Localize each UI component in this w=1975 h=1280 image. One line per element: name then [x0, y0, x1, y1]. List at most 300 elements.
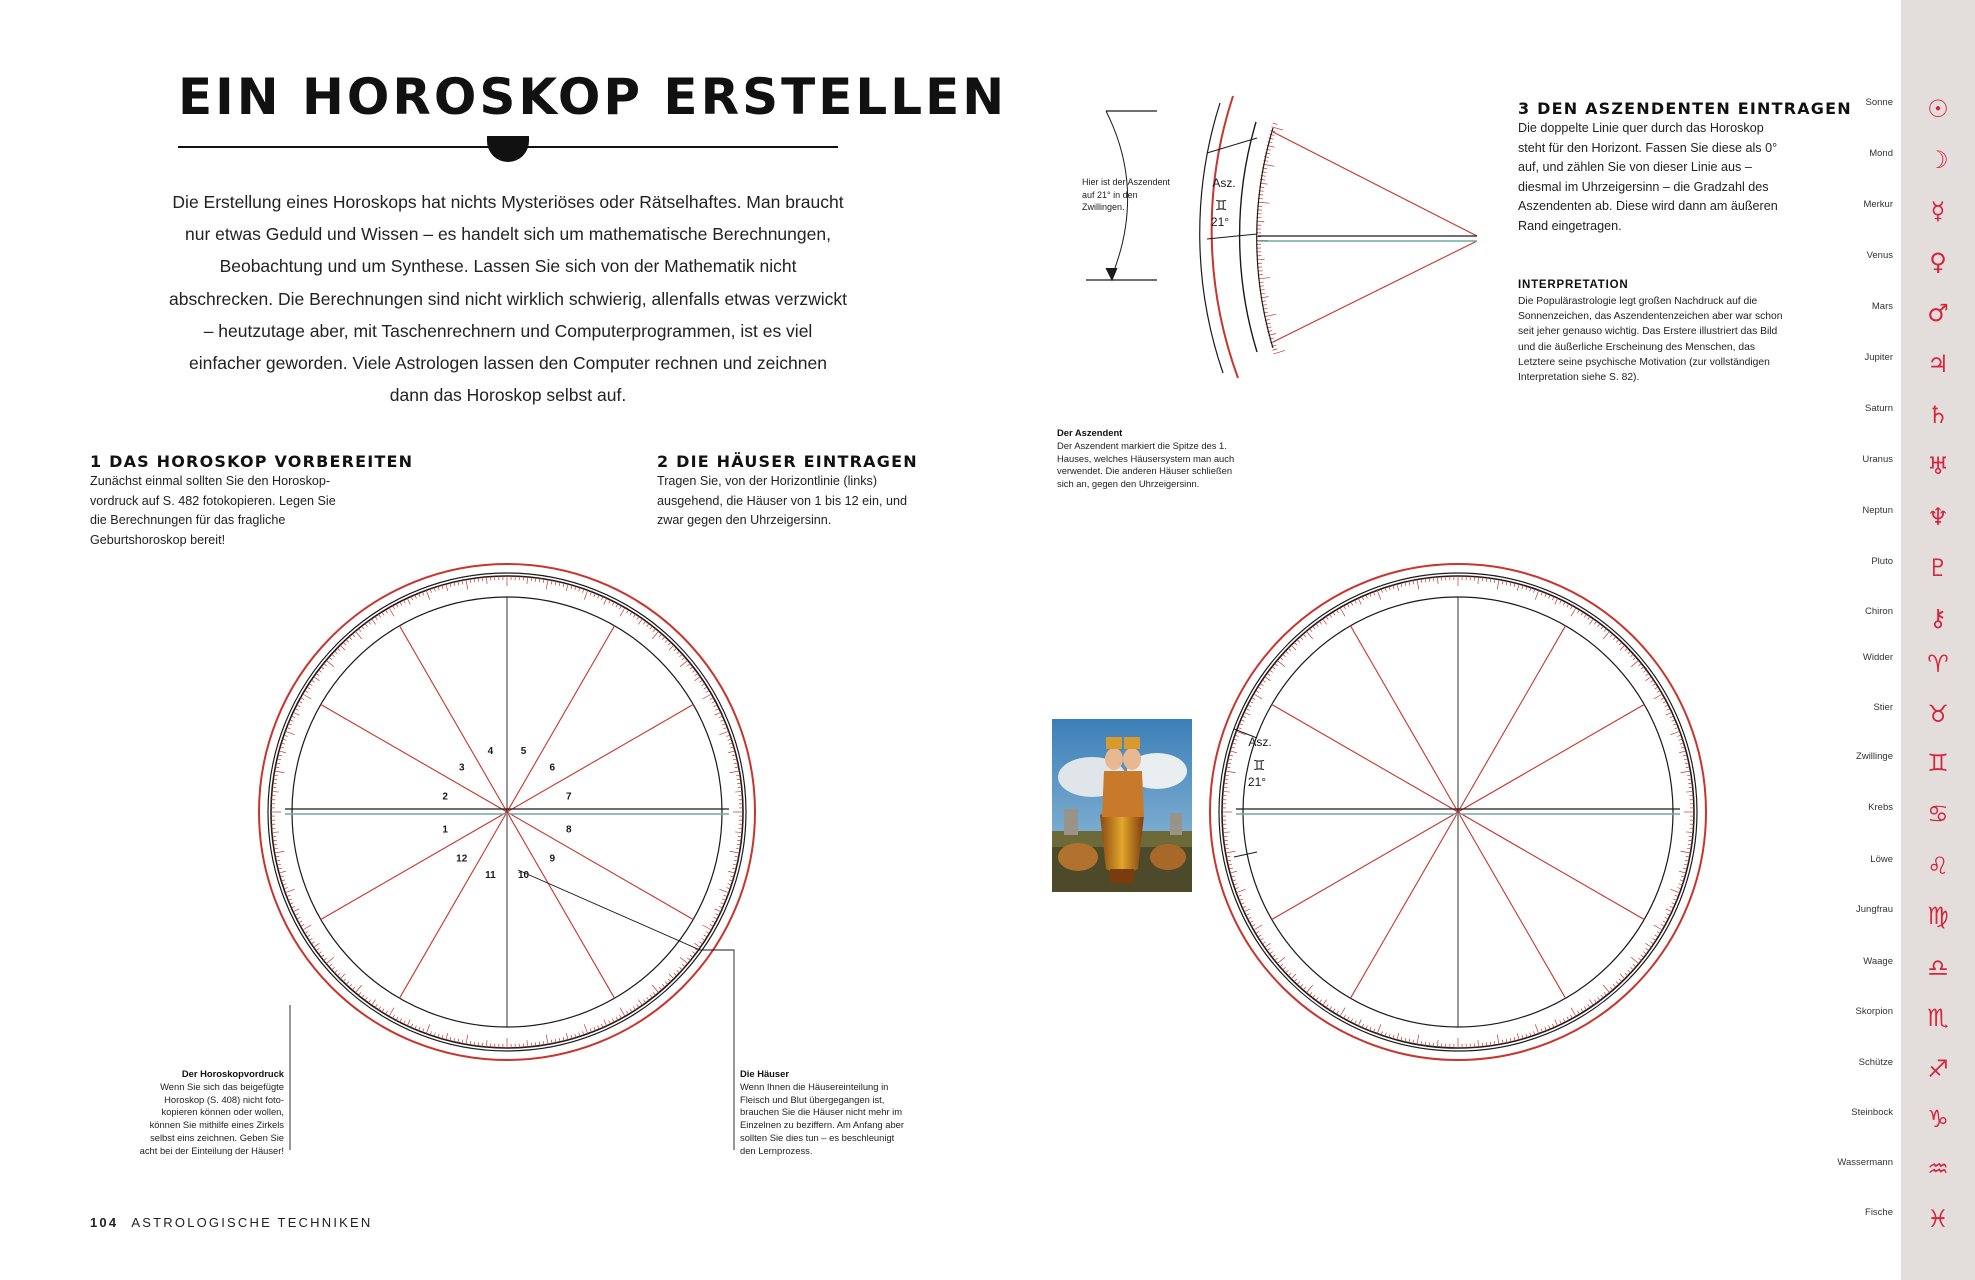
chart-2-tick [1294, 979, 1297, 982]
chart-2-house-line [1351, 626, 1459, 812]
chart-2-tick [1633, 964, 1636, 967]
wassermann-icon: ♒ [1927, 1155, 1949, 1183]
chart-1-house-line [507, 812, 693, 920]
sidebar-label-jupiter: Jupiter [1864, 352, 1893, 363]
chart-2-tick [1288, 648, 1291, 651]
chart-1-tick [321, 955, 324, 957]
chart-2-tick [1283, 967, 1286, 970]
chart-1-tick [291, 716, 295, 718]
chart-1-tick [616, 604, 618, 608]
chart-1-tick [389, 1008, 394, 1017]
chart-2-tick [1589, 619, 1593, 625]
chart-2-tick [1265, 943, 1271, 947]
chart-2-tick [1646, 948, 1649, 950]
chart-1-tick [674, 648, 677, 651]
chart-1-tick [714, 705, 718, 707]
chart-1-tick [695, 677, 701, 681]
chart-2-tick [1610, 634, 1613, 637]
chart-1-tick [272, 832, 279, 833]
chart-1-tick [669, 645, 674, 650]
chart-1-tick [337, 648, 340, 651]
mond-icon: ☽ [1927, 146, 1949, 174]
chart-1-tick [598, 595, 600, 599]
schütze-icon: ♐ [1927, 1055, 1949, 1083]
chart-2-tick [1630, 654, 1633, 657]
chart-2-tick [1351, 1019, 1353, 1023]
chart-1-tick [626, 1011, 628, 1014]
segment-asc-label: Asz. [1212, 176, 1236, 190]
chart-2-tick [1309, 992, 1312, 995]
segment-degree-ticks [1256, 123, 1285, 354]
chart-2-tick [1549, 595, 1551, 599]
chart-2-tick [1333, 1009, 1335, 1012]
chart-2-tick [1663, 921, 1667, 923]
chart-2-tick [1236, 889, 1245, 892]
chart-1-tick [393, 1015, 395, 1018]
chart-2-tick [1230, 751, 1237, 753]
fische-icon: ♓ [1927, 1205, 1949, 1233]
chart-1-tick [719, 731, 728, 734]
chart-2-tick [1362, 596, 1364, 600]
chart-2-tick [1246, 914, 1250, 916]
chart-2-tick [1300, 984, 1303, 987]
chart-1-tick [400, 602, 402, 606]
chart-2-tick [1267, 673, 1270, 675]
chart-1-tick [638, 619, 642, 625]
chart-1-tick [295, 709, 299, 711]
sidebar-label-sonne: Sonne [1865, 97, 1893, 108]
chart-2-tick [1681, 771, 1691, 773]
chart-2-tick [1497, 580, 1499, 590]
chart-2-tick [1643, 670, 1646, 672]
chart-2-tick [1285, 651, 1288, 654]
page-footer [90, 1215, 372, 1230]
sidebar-label-neptun: Neptun [1862, 505, 1893, 516]
chart-2-tick [1267, 948, 1270, 950]
house-number-4: 4 [487, 746, 494, 758]
house-number-7: 7 [566, 791, 572, 803]
chart-2-tick [1397, 1033, 1399, 1040]
segment-tick [1268, 142, 1273, 143]
chart-1-tick [695, 943, 701, 947]
segment-house-line-bottom [1273, 241, 1477, 342]
chart-1-tick [385, 610, 387, 613]
chart-2-tick [1620, 974, 1625, 979]
chiron-icon: ⚷ [1929, 604, 1947, 632]
chart-2-tick [1589, 1000, 1593, 1006]
chart-1-tick [293, 712, 299, 715]
chart-2-tick [1560, 1021, 1562, 1025]
chart-1-tick [702, 938, 705, 940]
chart-1-house-lines [321, 597, 693, 1027]
chart-2-tick [1347, 1017, 1349, 1021]
illustration-painting [1052, 719, 1192, 892]
chart-2-tick [1552, 1024, 1554, 1028]
chart-2-tick [1577, 610, 1579, 613]
chart-2-tick [1366, 1026, 1368, 1030]
chart-2-tick [1650, 942, 1653, 944]
sidebar-label-skorpion: Skorpion [1855, 1006, 1893, 1017]
sidebar-label-mars: Mars [1871, 301, 1893, 312]
chart-1-tick [633, 614, 635, 617]
chart-1-tick [299, 701, 303, 703]
uranus-icon: ♅ [1927, 452, 1949, 480]
saturn-icon: ♄ [1927, 401, 1949, 429]
sidebar-label-waage: Waage [1863, 956, 1893, 967]
chart-2-tick [1277, 660, 1285, 666]
chart-1-tick [703, 694, 712, 699]
step-1-heading: 1 DAS HOROSKOP VORBEREITEN [90, 452, 414, 471]
chart-1-tick [337, 973, 340, 976]
chart-2-tick [1555, 1020, 1558, 1026]
sonne-icon: ☉ [1927, 95, 1949, 123]
chart-1-tick [352, 634, 355, 637]
chart-2-tick [1333, 612, 1335, 615]
chart-1-tick [706, 690, 709, 692]
chart-1-tick [329, 964, 332, 967]
chart-2-tick [1252, 698, 1255, 700]
segment-asc-tick-bottom [1207, 234, 1257, 239]
aszendent-caption-text: Der Aszendent markiert die Spitze des 1. Hauses, welches Häusersystem man auch verwendet. Die anderen Häuser schließen sich an, gegen den Uhrzeigersinn. [1057, 439, 1235, 490]
chart-1-tick [704, 687, 707, 689]
chart-2-tick [1270, 952, 1273, 954]
chart-1-tick [652, 985, 658, 993]
segment-tick [1269, 134, 1274, 135]
chart-1-tick [375, 616, 377, 619]
chart-2-tick [1223, 791, 1230, 792]
chart-2-asc-label: Asz. [1248, 735, 1272, 749]
chart-2-tick [1283, 654, 1286, 657]
chart-2-tick [1653, 683, 1656, 685]
chart-2-tick [1603, 985, 1609, 993]
chart-2-tick [1258, 687, 1261, 689]
chart-2-tick [1254, 925, 1263, 930]
chart-1-tick [321, 667, 324, 669]
chart-2-tick [1417, 580, 1419, 590]
sidebar-label-zwillinge: Zwillinge [1856, 751, 1893, 762]
chart-2-asc-glyph: ♊ [1252, 758, 1266, 774]
chart-2-tick [1344, 1015, 1346, 1018]
sidebar-label-venus: Venus [1866, 250, 1893, 261]
chart-1-tick [712, 701, 716, 703]
chart-2-tick [1252, 924, 1255, 926]
chart-2-asc-degree: 21° [1247, 775, 1267, 789]
chart-1-tick [668, 642, 671, 645]
skorpion-icon: ♏ [1927, 1004, 1949, 1032]
chart-1-tick [665, 982, 668, 985]
chart-1-tick [598, 1026, 600, 1030]
chart-2-tick [1638, 663, 1641, 666]
chart-2-tick [1670, 731, 1679, 734]
chart-1-tick [358, 629, 361, 632]
chart-2-tick [1288, 973, 1291, 976]
chart-1-tick [612, 602, 614, 606]
chart-1-tick [653, 992, 656, 995]
chart-1-tick [716, 914, 720, 916]
chart-1-tick [404, 600, 406, 604]
chart-1-tick [687, 663, 690, 666]
haeuser-leader-line [518, 870, 734, 1150]
chart-2-tick [1226, 851, 1236, 853]
chart-2-tick [1552, 596, 1554, 600]
chart-2-tick [1567, 1017, 1569, 1021]
step-3-text: Die doppelte Linie quer durch das Horoskop steht für den Horizont. Fassen Sie diese als 0° auf, und zählen Sie von dieser Linie aus – diesmal im Uhrzeigersinn – die Gradzahl des Aszendenten ab. Diese wird dann am äußeren Rand eingetragen. [1518, 121, 1778, 233]
chart-2-tick [1294, 642, 1297, 645]
chart-1-tick [311, 680, 314, 682]
house-number-10: 10 [518, 869, 530, 881]
chart-2-tick [1478, 577, 1479, 584]
chart-1-tick [275, 851, 285, 853]
sidebar-label-mond: Mond [1869, 148, 1893, 159]
chart-2-tick [1437, 1040, 1438, 1047]
chart-2-tick [1260, 683, 1263, 685]
house-number-3: 3 [458, 762, 465, 774]
segment-tick [1264, 314, 1276, 316]
chart-2-tick [1254, 694, 1263, 699]
step-3-heading: 3 DEN ASZENDENTEN EINTRAGEN [1518, 99, 1852, 118]
chart-2-tick [1641, 667, 1644, 669]
chart-1-tick [704, 935, 707, 937]
chart-1-tick [680, 957, 688, 963]
chart-1-tick [355, 985, 361, 993]
chart-2-tick [1666, 712, 1672, 715]
chart-2-tick [1631, 957, 1639, 963]
vordruck-caption-text: Wenn Sie sich das beigefügte Horoskop (S. 408) nicht foto-kopieren können oder wollen, können Sie mithilfe eines Zirkels selbst eins zeichnen. Geben Sie acht bei der Einteilung der Häuser! [139, 1080, 284, 1156]
chart-1-tick [721, 903, 725, 905]
chart-2-tick [1655, 687, 1658, 689]
chart-2-tick [1417, 1035, 1419, 1045]
chart-2-tick [1670, 889, 1679, 892]
chart-1-tick [314, 943, 320, 947]
chart-2-tick [1250, 921, 1254, 923]
chart-2-tick [1563, 1019, 1565, 1023]
chart-1-tick [375, 1004, 377, 1007]
chart-1-tick [735, 832, 742, 833]
chart-2-tick [1265, 677, 1271, 681]
chart-2-tick [1262, 680, 1265, 682]
chart-1-tick [365, 624, 367, 627]
chart-1-tick [334, 970, 337, 973]
chart-1-tick [340, 645, 345, 650]
chart-1-tick [293, 909, 299, 912]
house-number-2: 2 [442, 791, 448, 803]
chart-1-tick [716, 709, 720, 711]
chart-2-tick [1625, 648, 1628, 651]
chart-3-segment [1086, 96, 1477, 378]
chart-2-tick [1248, 705, 1252, 707]
chart-2-tick [1601, 626, 1603, 629]
chart-2-tick [1300, 637, 1303, 640]
chart-1-tick [309, 938, 312, 940]
chart-1-tick [680, 660, 688, 666]
chart-2-tick [1248, 917, 1252, 919]
chart-1-tick [647, 997, 649, 1000]
chart-2-tick [1625, 973, 1628, 976]
chart-2-tick [1241, 903, 1245, 905]
chart-2-tick [1275, 958, 1278, 961]
chart-2-tick [1244, 712, 1250, 715]
chart-2-tick [1244, 909, 1250, 912]
chart-2-tick [1242, 906, 1246, 908]
chart-1-tick [378, 1007, 380, 1010]
chart-2-tick [1588, 1004, 1590, 1007]
chart-2-tick [1646, 673, 1649, 675]
chart-2-house-line [1458, 626, 1566, 812]
chart-1-tick [301, 924, 304, 926]
chart-1-tick [715, 712, 721, 715]
chart-2-tick [1646, 677, 1652, 681]
chart-1-tick [637, 1004, 639, 1007]
chart-2-tick [1517, 584, 1519, 591]
chart-1-tick [382, 1009, 384, 1012]
chart-1-tick [290, 903, 294, 905]
house-number-6: 6 [549, 762, 556, 774]
chart-2-house-line [1351, 812, 1459, 998]
sidebar-label-löwe: Löwe [1870, 854, 1893, 865]
chart-1-tick [305, 931, 308, 933]
chart-1-house-line [507, 705, 693, 813]
chart-2-tick [1646, 943, 1652, 947]
chart-1-tick [665, 639, 668, 642]
chart-2-tick [1616, 639, 1619, 642]
chart-2-tick [1686, 832, 1693, 833]
chart-1-house-line [400, 812, 508, 998]
chart-2 [1210, 564, 1706, 1060]
chart-1-tick [730, 771, 740, 773]
chart-2-tick [1686, 791, 1693, 792]
chart-2-tick [1570, 1015, 1572, 1018]
chart-2-tick [1336, 1011, 1338, 1014]
chart-1-tick [609, 1021, 611, 1025]
chart-2-tick [1628, 970, 1631, 973]
chart-1-tick [703, 925, 712, 930]
chart-2-tick [1628, 651, 1631, 654]
vordruck-caption-title: Der Horoskopvordruck [181, 1068, 284, 1079]
chart-2-tick [1223, 832, 1230, 833]
chart-1-tick [349, 984, 352, 987]
chart-1-tick [340, 974, 345, 979]
chart-1-tick [601, 1024, 603, 1028]
chart-1-tick [643, 621, 645, 624]
chart-1-tick [652, 631, 658, 639]
chart-1-tick [546, 580, 548, 590]
chart-1-tick [643, 1000, 645, 1003]
chart-1-tick [385, 1011, 387, 1014]
segment-asc-glyph: ♊ [1214, 198, 1228, 214]
chart-2-tick [1581, 612, 1583, 615]
chart-2-tick [1297, 982, 1300, 985]
chart-2-tick [1351, 602, 1353, 606]
chart-2-tick [1588, 616, 1590, 619]
chart-1-tick [679, 967, 682, 970]
house-number-11: 11 [485, 869, 496, 881]
chart-2-house-line [1272, 812, 1458, 920]
chart-2-tick [1661, 698, 1664, 700]
chart-1-tick [662, 984, 665, 987]
chart-1-tick [714, 917, 718, 919]
chart-2-tick [1316, 997, 1318, 1000]
chart-2-tick [1326, 1004, 1328, 1007]
chart-2-tick [1653, 938, 1656, 940]
chart-2-tick [1329, 1007, 1331, 1010]
chart-2-house-line [1458, 812, 1566, 998]
chart-1-tick [326, 660, 334, 666]
chart-1-tick [668, 979, 671, 982]
chart-2-tick [1262, 942, 1265, 944]
chart-2-asc-tick-bottom [1234, 852, 1257, 857]
chart-1-tick [303, 694, 312, 699]
chart-2-tick [1654, 694, 1663, 699]
haeuser-caption-text: Wenn Ihnen die Häusereinteilung in Fleisch und Blut übergegangen ist, brauchen Sie die Häuser nicht mehr im Einzelnen zu beziffern. Am Anfang aber sollten Sie dies tun – es beschleunigt den Lernprozess. [740, 1080, 904, 1156]
stier-icon: ♉ [1927, 700, 1949, 728]
chart-2-house-line [1458, 812, 1644, 920]
chart-1-tick [396, 604, 398, 608]
chart-1-tick [735, 791, 742, 792]
chart-2-tick [1258, 935, 1261, 937]
chart-2-tick [1256, 690, 1259, 692]
chart-2-tick [1272, 667, 1275, 669]
chart-2-tick [1641, 955, 1644, 957]
chart-2-tick [1630, 967, 1633, 970]
step-2-text: Tragen Sie, von der Horizontlinie (links) ausgehend, die Häuser von 1 bis 12 ein, und zwar gegen den Uhrzeigersinn. [657, 474, 907, 527]
chart-1-tick [699, 680, 702, 682]
chart-2-tick [1478, 1040, 1479, 1047]
chart-2-tick [1555, 598, 1558, 604]
chart-2-tick [1584, 614, 1586, 617]
chart-1-tick [400, 1019, 402, 1023]
chart-1-tick [355, 631, 361, 639]
interpretation-text: Die Populärastrologie legt großen Nachdruck auf die Sonnenzeichen, das Aszendentenzeichen aber war schon seit jeher genauso wichtig. Das Erstere illustriert das Bild und die äußerliche Erscheinung des Menschen, das Letztere seine psychische Motivation (zur vollständigen Interpretation siehe S. 82). [1518, 296, 1783, 384]
chart-1-tick [324, 663, 327, 666]
chart-1-tick [719, 716, 723, 718]
chart-1-tick [299, 921, 303, 923]
segment-tick [1272, 349, 1277, 350]
chart-1-tick [314, 677, 320, 681]
chart-2-tick [1549, 1026, 1551, 1030]
chart-1-tick [415, 1026, 417, 1030]
chart-1-tick [710, 698, 713, 700]
chart-1-tick [446, 1033, 448, 1040]
chart-2-tick [1598, 997, 1600, 1000]
chart-1-tick [601, 596, 603, 600]
löwe-icon: ♌ [1927, 852, 1949, 880]
chart-1-tick [291, 906, 295, 908]
step-2-heading: 2 DIE HÄUSER EINTRAGEN [657, 452, 918, 471]
chart-2-tick [1672, 903, 1676, 905]
chart-2-tick [1309, 629, 1312, 632]
segment-tick [1258, 278, 1270, 279]
chart-1-tick [637, 616, 639, 619]
chart-1-tick [382, 612, 384, 615]
chart-2-tick [1666, 909, 1672, 912]
chart-1-tick [690, 955, 693, 957]
chart-2-tick [1665, 705, 1669, 707]
chart-1-tick [620, 1008, 625, 1017]
chart-2-tick [1377, 1024, 1380, 1033]
chart-1-tick [329, 657, 332, 660]
chart-2-tick [1616, 982, 1619, 985]
chart-1-tick [352, 987, 355, 990]
chart-1-tick [272, 791, 279, 792]
chart-1-tick [368, 621, 370, 624]
neptun-icon: ♆ [1927, 503, 1949, 531]
chart-1-tick [362, 626, 364, 629]
chart-1-tick [566, 1033, 568, 1040]
house-number-9: 9 [549, 853, 556, 865]
sidebar-label-krebs: Krebs [1868, 802, 1893, 813]
sidebar-label-fische: Fische [1865, 1207, 1893, 1218]
chart-1-tick [604, 598, 607, 604]
